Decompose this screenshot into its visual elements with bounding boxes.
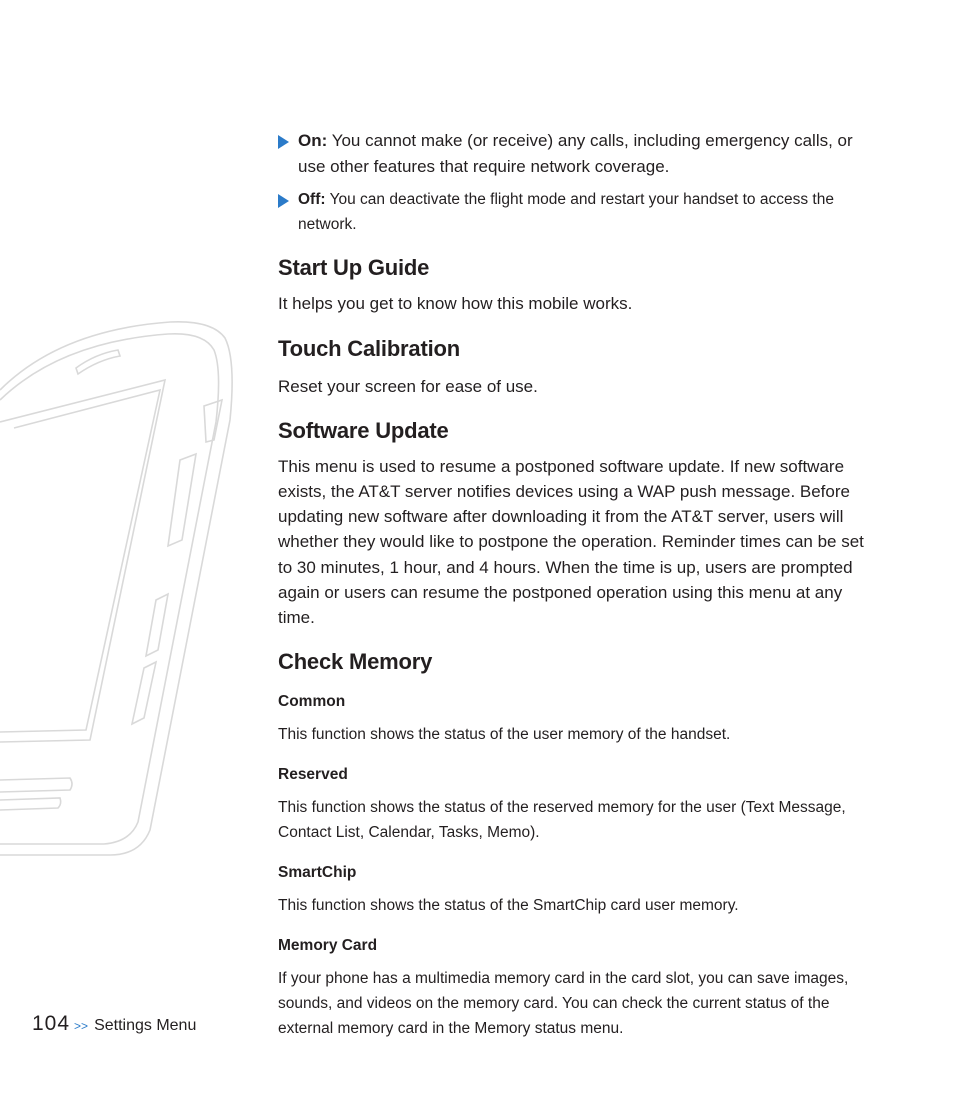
bullet-term: On: bbox=[298, 131, 328, 150]
page-number: 104 bbox=[32, 1012, 71, 1035]
subheading-smartchip: SmartChip bbox=[278, 863, 357, 881]
phone-outline-illustration bbox=[0, 310, 240, 870]
triangle-bullet-icon bbox=[278, 194, 289, 208]
subheading-memory-card: Memory Card bbox=[278, 936, 378, 954]
smartchip-text: This function shows the status of the SmartChip card user memory. bbox=[278, 896, 739, 914]
bullet-term: Off: bbox=[298, 191, 326, 208]
double-chevron-icon: >> bbox=[74, 1019, 89, 1033]
common-text: This function shows the status of the user memory of the handset. bbox=[278, 725, 731, 743]
section-name: Settings Menu bbox=[94, 1017, 197, 1034]
heading-start-up-guide: Start Up Guide bbox=[278, 255, 430, 280]
subheading-common: Common bbox=[278, 692, 346, 710]
touch-calibration-text: Reset your screen for ease of use. bbox=[278, 377, 538, 397]
page-footer bbox=[32, 1012, 196, 1036]
heading-touch-calibration: Touch Calibration bbox=[278, 336, 460, 362]
bullet-text: You can deactivate the flight mode and restart your handset to access the network. bbox=[298, 191, 834, 233]
heading-check-memory: Check Memory bbox=[278, 648, 433, 674]
heading-software-update: Software Update bbox=[278, 417, 449, 443]
bullet-item-off bbox=[278, 187, 868, 237]
memory-card-text: If your phone has a multimedia memory card in the card slot, you can save images, sounds, and videos on the memory card. You can check the current status of the external memory card in the Memory status menu. bbox=[278, 969, 849, 1037]
software-update-text: This menu is used to resume a postponed software update. If new software exists, the AT&T server notifies devices using a WAP push message. Before updating new software after downloading it from the AT&T server, users will whether they would like to postpone the operation. Reminder times can be set to 30 minutes, 1 hour, and 4 hours. When the time is up, users are prompted again or users can resume the postponed operation using this menu at any time. bbox=[278, 456, 864, 628]
page-content bbox=[278, 128, 868, 1041]
reserved-text: This function shows the status of the reserved memory for the user (Text Message, Contact List, Calendar, Tasks, Memo). bbox=[278, 798, 846, 841]
start-up-guide-text: It helps you get to know how this mobile works. bbox=[278, 294, 633, 313]
subheading-reserved: Reserved bbox=[278, 765, 348, 783]
bullet-item-on bbox=[278, 128, 868, 180]
bullet-text: You cannot make (or receive) any calls, including emergency calls, or use other features that require network coverage. bbox=[298, 131, 853, 176]
triangle-bullet-icon bbox=[278, 135, 289, 149]
